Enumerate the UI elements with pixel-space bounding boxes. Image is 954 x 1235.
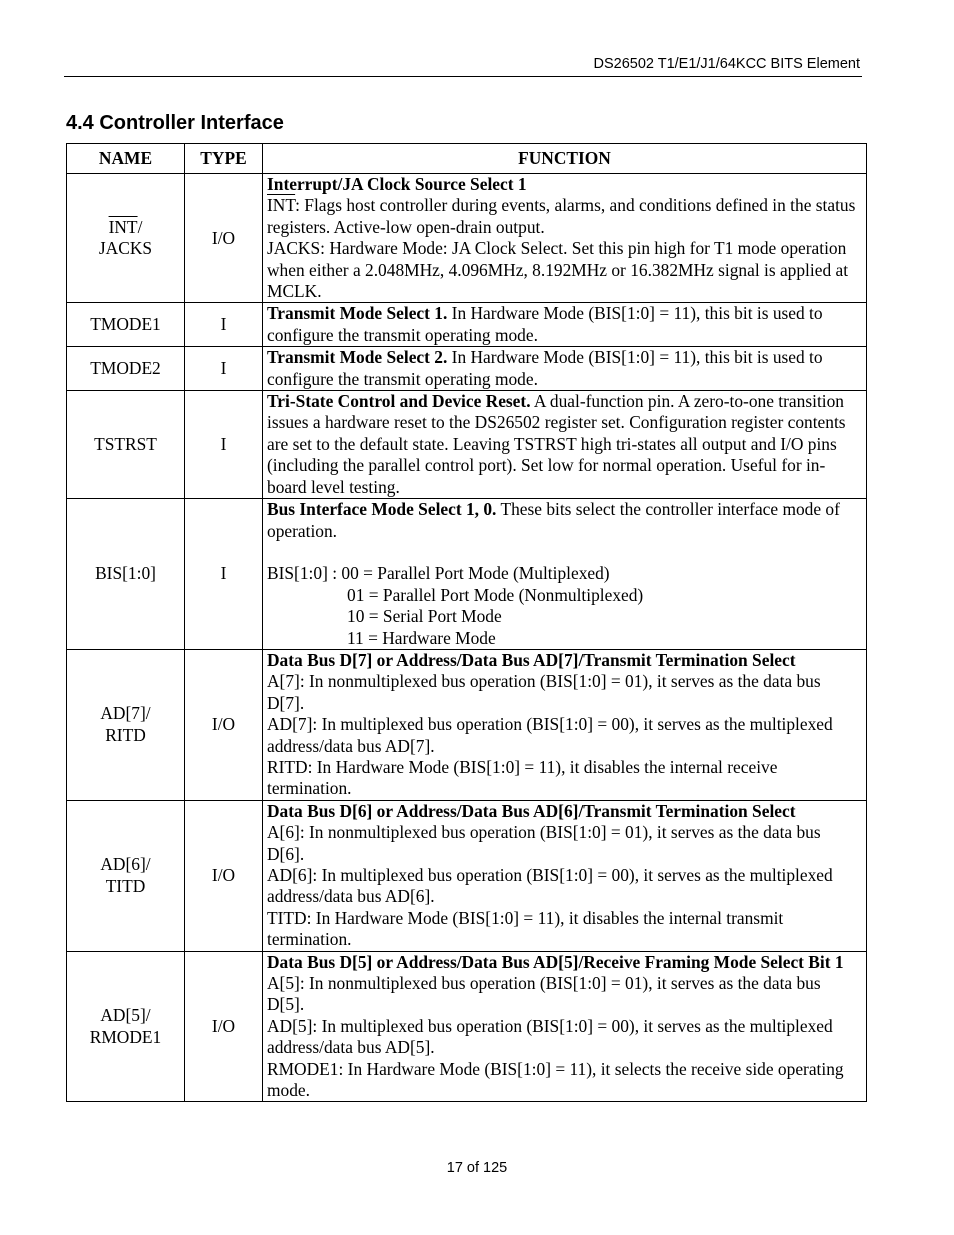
pin-name: TSTRST [67, 391, 185, 499]
pin-function [263, 347, 867, 391]
mode-line: BIS[1:0] : 00 = Parallel Port Mode (Multiplexed) [267, 563, 610, 584]
pin-type: I/O [185, 951, 263, 1102]
function-text: These bits select the controller interface mode of operation. [267, 499, 840, 541]
document-title: DS26502 T1/E1/J1/64KCC BITS Element [593, 56, 860, 72]
pin-type: I/O [185, 800, 263, 951]
pin-name-line1: AD[6]/ [100, 854, 151, 875]
function-text: In Hardware Mode (BIS[1:0] = 11), this bit is used to configure the transmit operating mode. [267, 347, 823, 389]
function-paragraph [267, 195, 858, 238]
function-paragraph [267, 499, 858, 542]
function-paragraph: AD[7]: In multiplexed bus operation (BIS[1:0] = 00), it serves as the multiplexed address/data bus AD[7]. [267, 714, 833, 756]
pin-name-line2: TITD [105, 875, 146, 896]
pin-name [67, 800, 185, 951]
pin-name-suffix: / [137, 216, 143, 237]
function-paragraph: AD[5]: In multiplexed bus operation (BIS[1:0] = 00), it serves as the multiplexed address/data bus AD[5]. [267, 1015, 833, 1058]
function-title: Data Bus D[6] or Address/Data Bus AD[6]/Transmit Termination Select [267, 800, 796, 821]
pin-function [263, 499, 867, 650]
function-title: Bus Interface Mode Select 1, 0. [267, 499, 497, 520]
function-paragraph: JACKS: Hardware Mode: JA Clock Select. Set this pin high for T1 mode operation when either a 2.048MHz, 4.096MHz, 8.192MHz or 16.382MHz signal is applied at MCLK. [267, 238, 849, 302]
function-title: Data Bus D[7] or Address/Data Bus AD[7]/Transmit Termination Select [267, 649, 796, 670]
pin-function [263, 649, 867, 800]
mode-line: 10 = Serial Port Mode [347, 606, 502, 627]
pin-name: TMODE2 [67, 347, 185, 391]
table-row [67, 391, 867, 499]
table-row [67, 174, 867, 303]
page-number: 17 of 125 [446, 1160, 508, 1176]
function-title: Transmit Mode Select 2. [267, 347, 448, 368]
pin-function [263, 303, 867, 347]
table-row [67, 303, 867, 347]
int-signal-label: $\overline{INT}$ [267, 195, 296, 216]
table-row [67, 800, 867, 951]
table-row [67, 347, 867, 391]
pin-name-line2: RMODE1 [89, 1026, 162, 1047]
pin-type: I [185, 391, 263, 499]
pin-function [263, 391, 867, 499]
function-paragraph: RITD: In Hardware Mode (BIS[1:0] = 11), it disables the internal receive termination. [267, 756, 778, 799]
blank-line [267, 542, 858, 563]
mode-line: 11 = Hardware Mode [347, 627, 496, 648]
function-paragraph: A[6]: In nonmultiplexed bus operation (BIS[1:0] = 01), it serves as the data bus D[6]. [267, 822, 821, 864]
int-signal-text: : Flags host controller during events, alarms, and conditions defined in the status registers. Active-low open-drain output. [267, 195, 856, 237]
pin-description-table [66, 143, 867, 1102]
mode-line: 01 = Parallel Port Mode (Nonmultiplexed) [347, 584, 644, 605]
column-header-function: FUNCTION [263, 144, 867, 174]
pin-name-line1: AD[7]/ [100, 703, 151, 724]
function-title: Tri-State Control and Device Reset. [267, 391, 531, 412]
function-text: In Hardware Mode (BIS[1:0] = 11), this bit is used to configure the transmit operating mode. [267, 303, 823, 345]
function-text: A dual-function pin. A zero-to-one transition issues a hardware reset to the DS26502 register set. Configuration register contents are set to the default state. Leaving TSTRST high tri-states all output and I/O pins (including the parallel control port). Set low for normal operation. Useful for in-board level testing. [267, 391, 846, 497]
pin-name-line1: AD[5]/ [100, 1005, 151, 1026]
table-row [67, 499, 867, 650]
pin-name-line2: JACKS [98, 238, 153, 259]
function-title: Data Bus D[5] or Address/Data Bus AD[5]/Receive Framing Mode Select Bit 1 [267, 951, 844, 972]
section-heading: 4.4 Controller Interface [66, 112, 284, 134]
pin-name-overline: $\overline{INT}$ [108, 216, 138, 237]
function-title: Transmit Mode Select 1. [267, 303, 448, 324]
column-header-name: NAME [67, 144, 185, 174]
pin-type: I [185, 499, 263, 650]
function-paragraph: A[5]: In nonmultiplexed bus operation (BIS[1:0] = 01), it serves as the data bus D[5]. [267, 973, 821, 1015]
pin-name [67, 174, 185, 303]
pin-name: BIS[1:0] [67, 499, 185, 650]
pin-function [263, 800, 867, 951]
pin-type: I/O [185, 649, 263, 800]
table-row [67, 951, 867, 1102]
pin-type: I [185, 347, 263, 391]
table-row [67, 649, 867, 800]
pin-name [67, 951, 185, 1102]
pin-function [263, 951, 867, 1102]
pin-type: I/O [185, 174, 263, 303]
function-paragraph: RMODE1: In Hardware Mode (BIS[1:0] = 11), it selects the receive side operating mode. [267, 1058, 844, 1101]
column-header-type: TYPE [185, 144, 263, 174]
function-title: Interrupt/JA Clock Source Select 1 [267, 174, 527, 194]
pin-type: I [185, 303, 263, 347]
pin-name: TMODE1 [67, 303, 185, 347]
function-paragraph: TITD: In Hardware Mode (BIS[1:0] = 11), it disables the internal transmit termination. [267, 907, 784, 950]
pin-name [67, 649, 185, 800]
function-paragraph: A[7]: In nonmultiplexed bus operation (BIS[1:0] = 01), it serves as the data bus D[7]. [267, 671, 821, 713]
function-paragraph: AD[6]: In multiplexed bus operation (BIS[1:0] = 00), it serves as the multiplexed address/data bus AD[6]. [267, 864, 833, 907]
pin-name-line2: RITD [105, 724, 146, 745]
page-header [64, 54, 862, 77]
pin-function [263, 174, 867, 303]
table-header-row [67, 144, 867, 174]
